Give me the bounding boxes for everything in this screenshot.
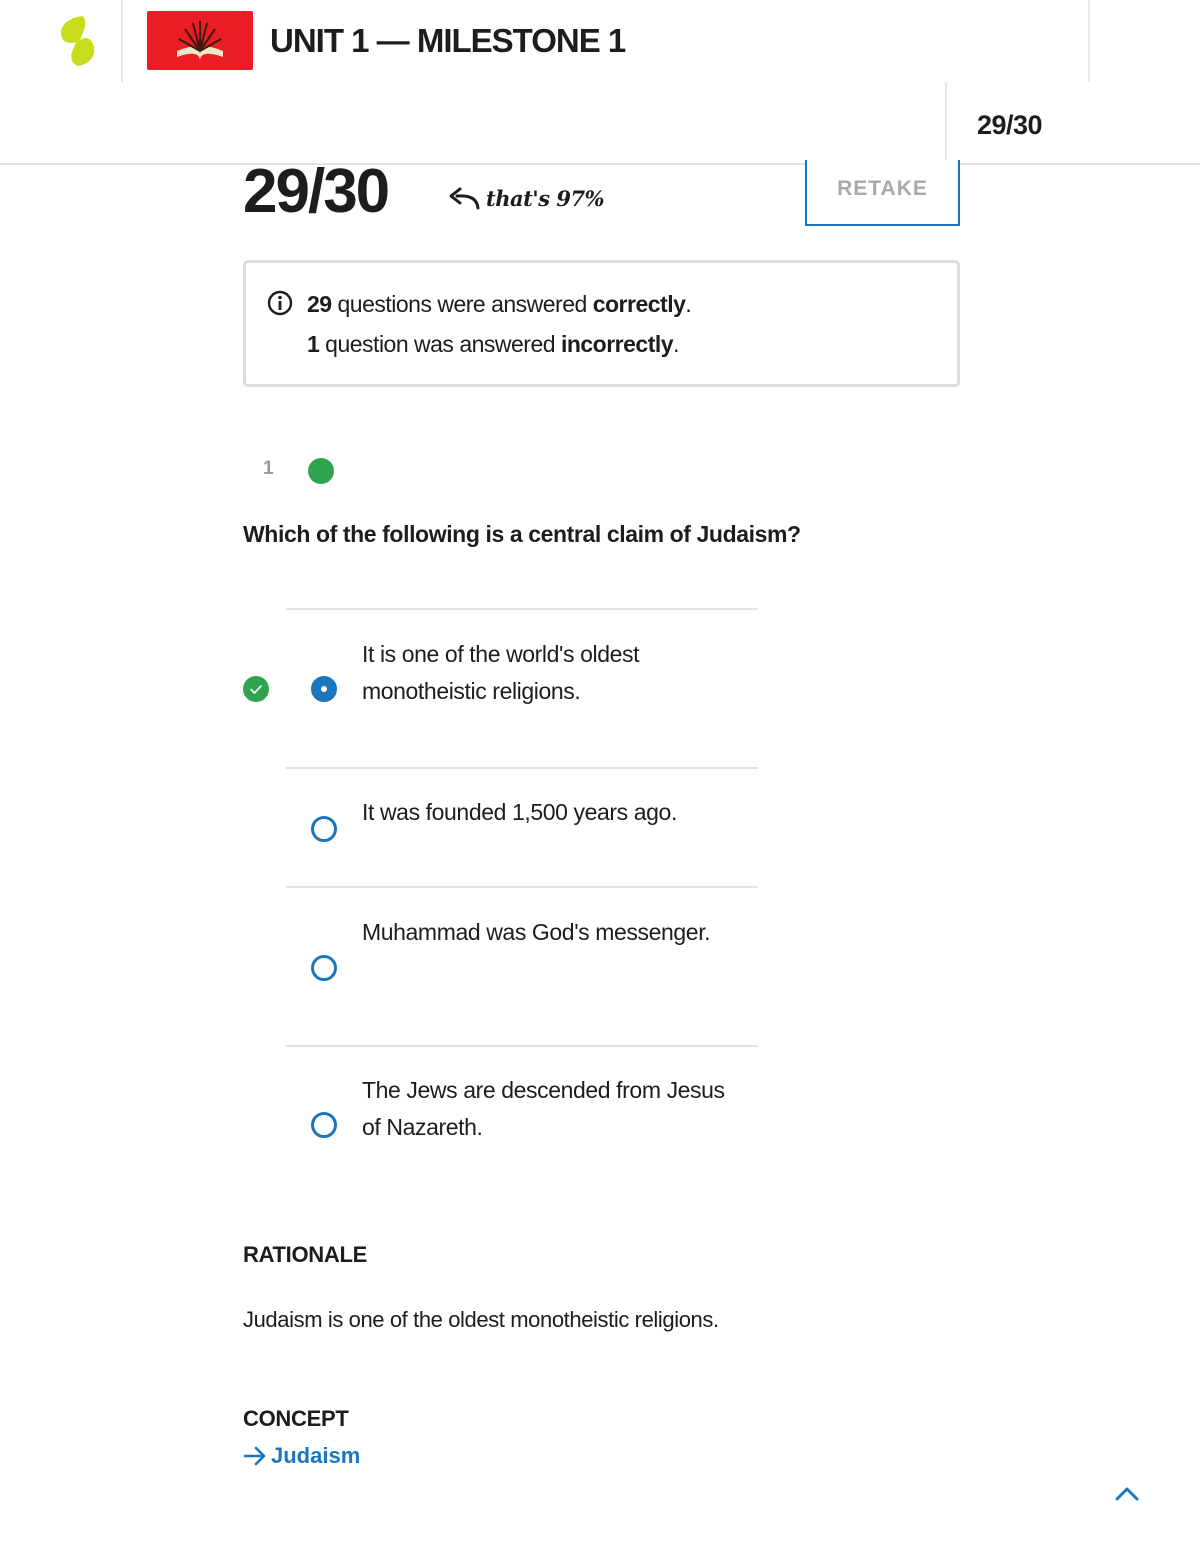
incorrect-text: question was answered	[319, 331, 561, 357]
question-correct-indicator	[308, 458, 334, 484]
curved-arrow-icon	[447, 186, 481, 212]
option-divider	[286, 608, 758, 610]
retake-button[interactable]: RETAKE	[805, 160, 960, 226]
rationale-title: RATIONALE	[243, 1242, 367, 1267]
option-text-2[interactable]: It was founded 1,500 years ago.	[362, 799, 677, 825]
open-book-icon	[147, 11, 253, 70]
header-divider	[121, 0, 123, 82]
sophia-logo-icon[interactable]	[52, 14, 100, 68]
option-text-4[interactable]: The Jews are descended from Jesus of Nazareth.	[362, 1077, 725, 1140]
concept-link-label[interactable]: Judaism	[271, 1443, 361, 1468]
option-divider	[286, 1045, 758, 1047]
option-text-1[interactable]: It is one of the world's oldest monotheistic religions.	[362, 641, 640, 704]
question-text: Which of the following is a central claim of Judaism?	[243, 521, 801, 547]
concept-link[interactable]	[243, 1443, 360, 1469]
correct-text: questions were answered	[331, 291, 593, 317]
incorrect-count: 1	[307, 331, 320, 357]
rationale-text: Judaism is one of the oldest monotheistic religions.	[243, 1307, 719, 1332]
score-display: 29/30	[243, 157, 389, 226]
option-divider	[286, 767, 758, 769]
chevron-up-icon[interactable]	[1113, 1480, 1141, 1508]
results-summary-box	[243, 260, 960, 387]
option-text-3[interactable]: Muhammad was God's messenger.	[362, 919, 711, 945]
option-radio-2[interactable]	[311, 816, 337, 842]
arrow-right-icon	[243, 1445, 267, 1467]
incorrect-summary	[307, 331, 679, 358]
info-icon	[267, 290, 293, 316]
option-divider	[286, 886, 758, 888]
incorrect-word: incorrectly	[560, 331, 674, 357]
option-radio-4[interactable]	[311, 1112, 337, 1138]
subbar-divider	[945, 82, 947, 164]
correct-word: correctly	[592, 291, 686, 317]
question-number: 1	[263, 458, 274, 479]
correct-summary	[307, 291, 691, 318]
option-radio-3[interactable]	[311, 955, 337, 981]
sentence-period: .	[673, 331, 679, 357]
percent-note: that's 97%	[486, 186, 605, 211]
header-score: 29/30	[977, 110, 1043, 140]
correct-count: 29	[307, 291, 332, 317]
sentence-period: .	[685, 291, 692, 317]
option-radio-1[interactable]	[311, 676, 337, 702]
correct-check-icon	[243, 676, 269, 702]
subbar-bottom-border	[0, 163, 1200, 165]
course-thumbnail	[147, 11, 253, 70]
concept-title: CONCEPT	[243, 1406, 349, 1431]
header-divider	[1088, 0, 1090, 82]
unit-title: UNIT 1 — MILESTONE 1	[270, 22, 626, 59]
